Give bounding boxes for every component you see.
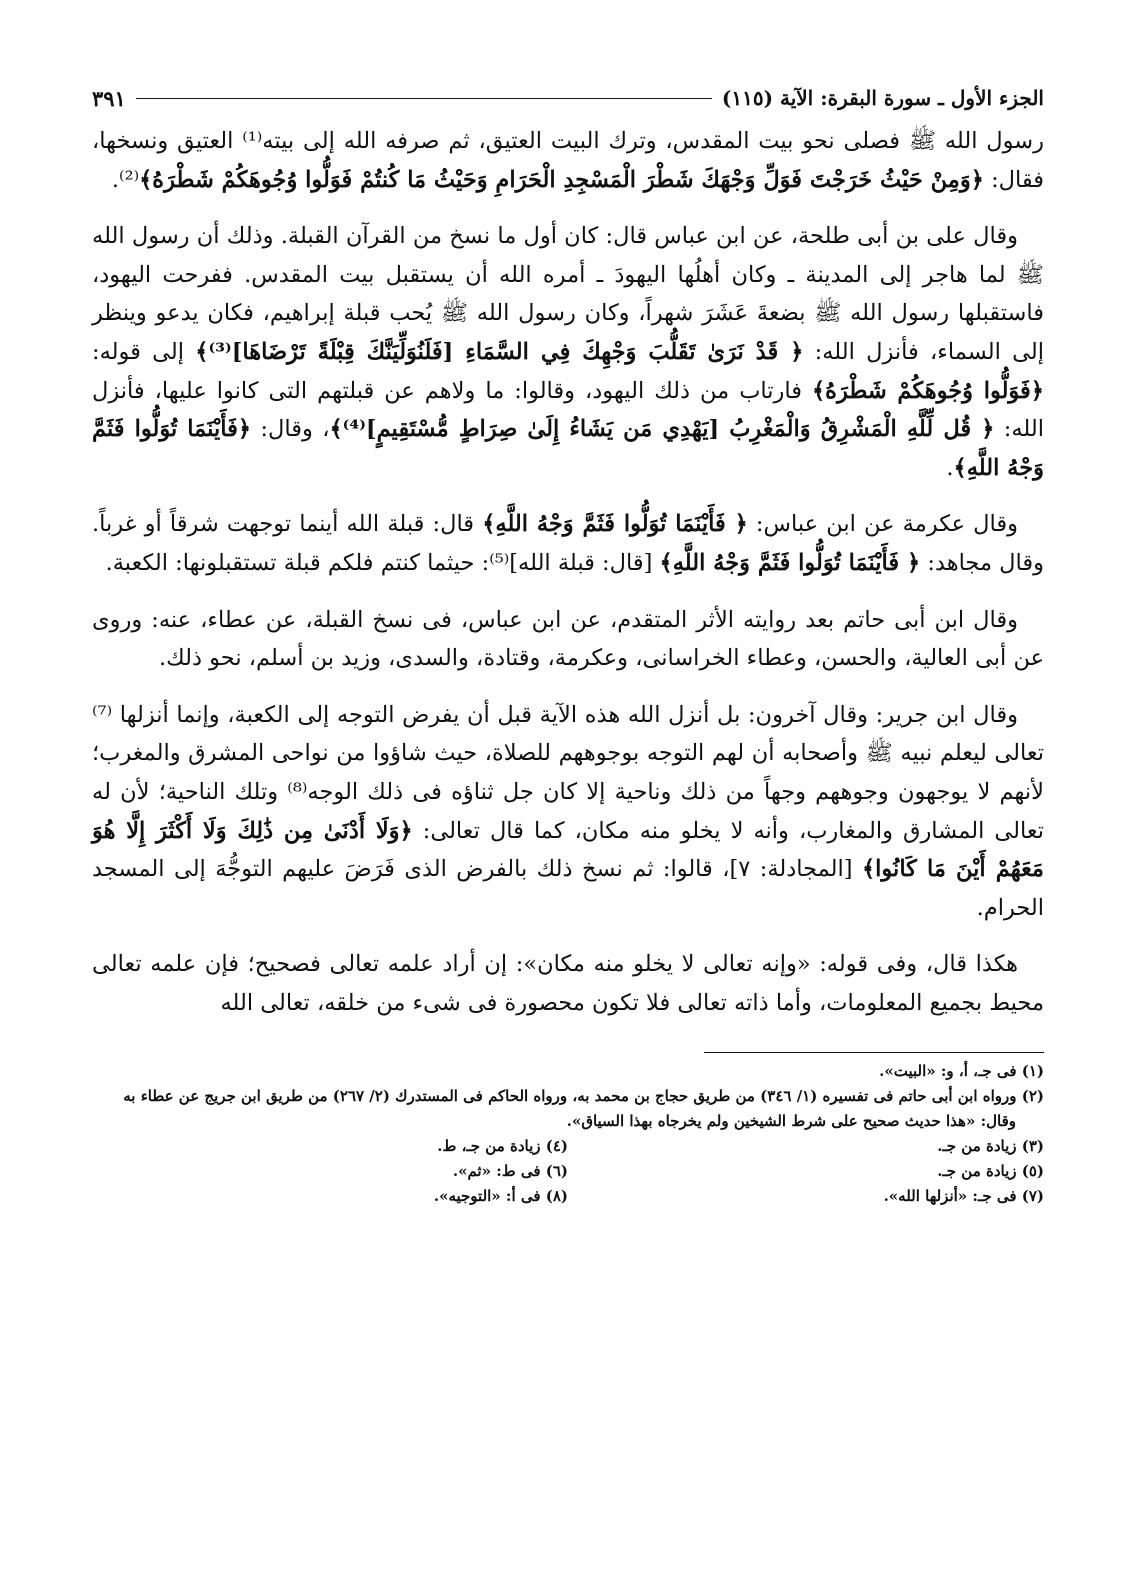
text-run: .: [946, 454, 954, 481]
footnote-1: (١) فى جـ، أ، و: «البيت».: [879, 1062, 1044, 1081]
paragraph-3: [92, 505, 1044, 582]
main-text: [92, 122, 1044, 1022]
footnote-5: (٥) زيادة من جـ.: [937, 1162, 1044, 1181]
footnote-4: (٤) زيادة من جـ، ط.: [437, 1137, 568, 1156]
quran-verse: ﴿فَوَلُّوا وُجُوهَكُمْ شَطْرَهُ﴾: [811, 377, 1044, 404]
page-number: ٣٩١: [92, 85, 126, 111]
running-header: [92, 78, 1044, 118]
footnote-3: (٣) زيادة من جـ.: [937, 1137, 1044, 1156]
quran-verse: ﴿فَأَيْنَمَا تُوَلُّوا فَثَمَّ وَجْهُ اللَّهِ﴾: [92, 416, 1044, 481]
quran-verse: ﴿ قُل لِّلَّهِ الْمَشْرِقُ وَالْمَغْرِبُ [يَهْدِي مَن يَشَاءُ إِلَىٰ صِرَاطٍ مُّسْتَقِيمٍ]⁽⁴⁾﴾: [329, 416, 995, 443]
running-title: الجزء الأول ـ سورة البقرة: الآية (١١٥): [721, 86, 1044, 110]
footnotes: [92, 1059, 1044, 1209]
footnote-6: (٦) فى ط: «ثم».: [452, 1162, 568, 1181]
text-run: رسول الله ﷺ فصلى نحو بيت المقدس، وترك البيت العتيق، ثم صرفه الله إلى بيته⁽¹⁾ العتيق ونسخها، فقال:: [92, 128, 1044, 193]
paragraph-6: [92, 945, 1044, 1022]
quran-verse: ﴿ فَأَيْنَمَا تُوَلُّوا فَثَمَّ وَجْهُ اللَّهِ﴾: [482, 511, 748, 538]
text-run: [قال: قبلة الله]⁽⁵⁾: حيثما كنتم فلكم قبلة تستقبلونها: الكعبة.: [105, 549, 660, 576]
footnote-row: [92, 1159, 1044, 1184]
footnote-8: (٨) فى أ: «التوجيه».: [433, 1187, 568, 1206]
footnote-2: (٢) ورواه ابن أبى حاتم فى تفسيره (١/ ٣٤٦) من طريق حجاج بن محمد به، ورواه الحاكم فى المستدرك (٢/ ٢٦٧) من طريق ابن جريج عن عطاء به وقال: «هذا حديث صحيح على شرط الشيخين ولم يخرجاه بهذا السياق».: [123, 1087, 1044, 1131]
text-run: وقال ابن أبى حاتم بعد روايته الأثر المتقدم، عن ابن عباس، فى نسخ القبلة، عن عطاء، عنه: وروى عن أبى العالية، والحسن، وعطاء الخراسانى، وعكرمة، وقتادة، والسدى، وزيد بن أسلم، نحو ذلك.: [92, 606, 1044, 672]
footnote-row: [92, 1134, 1044, 1159]
paragraph-5: [92, 696, 1044, 928]
paragraph-1: [92, 122, 1044, 199]
quran-verse: ﴿ قَدْ نَرَىٰ تَقَلُّبَ وَجْهِكَ فِي السَّمَاءِ [فَلَنُوَلِّيَنَّكَ قِبْلَةً تَرْضَاهَا]⁽³⁾﴾: [195, 338, 804, 365]
book-page: [92, 78, 1044, 1209]
footnote-7: (٧) فى جـ: «أنزلها الله».: [883, 1187, 1044, 1206]
text-run: ، وقال:: [251, 416, 330, 443]
text-run: فارتاب من ذلك اليهود، وقالوا: ما ولاهم عن قبلتهم التى كانوا عليها، فأنزل الله:: [92, 377, 1044, 443]
text-run: قال: قبلة الله أينما توجهت شرقاً أو غرباً. وقال مجاهد:: [92, 511, 1044, 576]
text-run: ⁽²⁾.: [111, 166, 140, 193]
text-run: وقال عكرمة عن ابن عباس:: [747, 511, 1019, 538]
quran-verse: ﴿وَلَا أَدْنَىٰ مِن ذَٰلِكَ وَلَا أَكْثَرَ إِلَّا هُوَ مَعَهُمْ أَيْنَ مَا كَانُوا﴾: [92, 817, 1044, 883]
text-run: إلى قوله:: [92, 338, 196, 365]
text-run: وقال على بن أبى طلحة، عن ابن عباس قال: كان أول ما نسخ من القرآن القبلة. وذلك أن رسول الله ﷺ لما هاجر إلى المدينة ـ وكان أهلُها اليهودَ ـ أمره الله أن يستقبل بيت المقدس. ففرحت اليهود، فاستقبلها رسول الله ﷺ بضعةَ عَشَرَ شهراً، وكان رسول الله ﷺ يُحب قبلة إبراهيم، فكان يدعو وينظر إلى السماء، فأنزل الله:: [92, 223, 1044, 365]
quran-verse: ﴿وَمِنْ حَيْثُ خَرَجْتَ فَوَلِّ وَجْهَكَ شَطْرَ الْمَسْجِدِ الْحَرَامِ وَحَيْثُ مَا كُنتُمْ فَوَلُّوا وُجُوهَكُمْ شَطْرَهُ﴾: [139, 166, 984, 193]
text-run: وقال ابن جرير: وقال آخرون: بل أنزل الله هذه الآية قبل أن يفرض التوجه إلى الكعبة، وإنما أنزلها ⁽⁷⁾ تعالى ليعلم نبيه ﷺ وأصحابه أن لهم التوجه بوجوههم للصلاة، حيث شاؤوا من نواحى المشرق والمغرب؛ لأنهم لا يوجهون وجوههم وجهاً من ذلك وناحية إلا كان جل ثناؤه فى ذلك الوجه⁽⁸⁾ وتلك الناحية؛ لأن له تعالى المشارق والمغارب، وأنه لا يخلو منه مكان، كما قال تعالى:: [92, 701, 1044, 844]
footnote-separator: [704, 1052, 1044, 1053]
header-rule: [136, 98, 712, 99]
text-run: هكذا قال، وفى قوله: «وإنه تعالى لا يخلو منه مكان»: إن أراد علمه تعالى فصحيح؛ فإن علمه تعالى محيط بجميع المعلومات، وأما ذاته تعالى فلا تكون محصورة فى شىء من خلقه، تعالى الله: [92, 951, 1044, 1016]
footnote-row: [92, 1184, 1044, 1209]
paragraph-4: [92, 601, 1044, 678]
text-run: [المجادلة: ٧]، قالوا: ثم نسخ ذلك بالفرض الذى فَرَضَ عليهم التوجُّهَ إلى المسجد الحرام.: [92, 856, 1044, 921]
paragraph-2: [92, 217, 1044, 487]
quran-verse: ﴿ فَأَيْنَمَا تُوَلُّوا فَثَمَّ وَجْهُ اللَّهِ﴾: [659, 549, 921, 576]
